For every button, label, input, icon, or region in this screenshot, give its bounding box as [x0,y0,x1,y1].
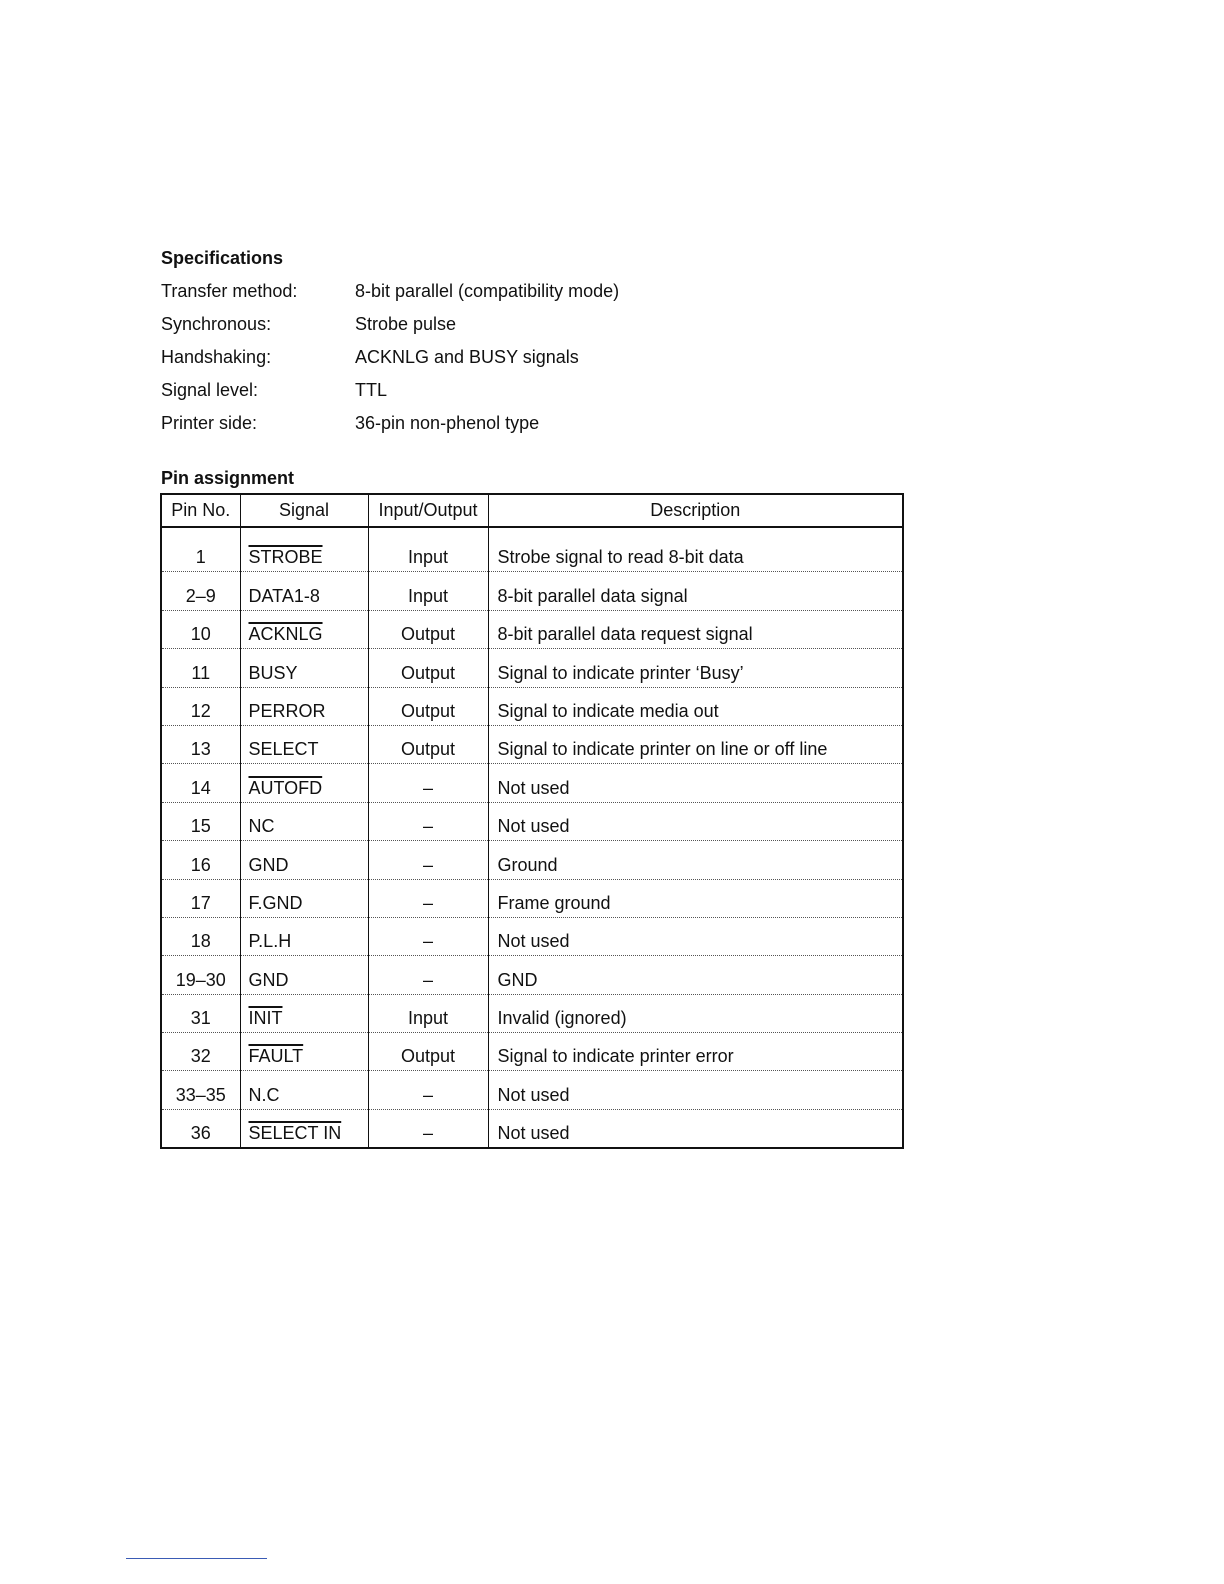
signal-cell-text: STROBE [248,547,323,568]
signal-cell [240,649,368,687]
io-cell [368,994,488,1032]
pin-number-cell [161,572,240,610]
pin-number-cell-text: 33–35 [175,1084,226,1105]
table-row [161,802,903,840]
io-cell-text: Input [407,585,449,606]
io-cell [368,1033,488,1071]
table-row [161,649,903,687]
pin-number-cell [161,802,240,840]
description-cell-text: Invalid (ignored) [497,1008,627,1029]
description-cell-text: Ground [497,854,558,875]
signal-cell-text: P.L.H [248,931,292,952]
column-header-description: Description [488,494,903,527]
description-cell [488,572,903,610]
signal-cell [240,1033,368,1071]
description-cell [488,610,903,648]
pin-number-cell-text: 15 [190,816,211,837]
signal-cell [240,527,368,572]
signal-cell-text: ACKNLG [248,624,323,645]
description-cell [488,956,903,994]
pin-number-cell-text: 36 [190,1123,211,1144]
spec-label: Printer side: [161,413,258,433]
pin-number-cell-text: 31 [190,1008,211,1029]
pin-number-cell-text: 13 [190,739,211,760]
table-row [161,994,903,1032]
pin-assignment-table [160,493,904,1149]
pin-assignment-heading: Pin assignment [161,468,295,488]
signal-cell [240,687,368,725]
io-cell-text: – [422,892,433,913]
description-cell [488,879,903,917]
table-header [161,494,903,527]
signal-cell-text: SELECT IN [248,1123,342,1144]
io-cell-text: Input [407,547,449,568]
description-cell-text: Not used [497,816,570,837]
io-cell-text: – [422,931,433,952]
description-cell [488,802,903,840]
table-row [161,572,903,610]
spec-value: 8-bit parallel (compatibility mode) [355,281,620,301]
description-cell-text: Not used [497,1123,570,1144]
io-cell [368,802,488,840]
pin-number-cell [161,764,240,802]
description-cell [488,527,903,572]
pin-number-cell [161,1109,240,1148]
description-cell-text: Signal to indicate media out [497,700,719,721]
description-cell-text: Signal to indicate printer ‘Busy’ [497,662,744,683]
io-cell-text: – [422,1123,433,1144]
signal-cell-text: BUSY [248,662,298,683]
spec-value: Strobe pulse [355,314,457,334]
signal-cell [240,1109,368,1148]
description-cell [488,764,903,802]
pin-number-cell-text: 12 [190,700,211,721]
table-row [161,841,903,879]
io-cell [368,1071,488,1109]
table-row [161,725,903,763]
spec-label: Handshaking: [161,347,272,367]
pin-number-cell [161,687,240,725]
description-cell [488,725,903,763]
description-cell-text: 8-bit parallel data request signal [497,624,753,645]
io-cell-text: Output [400,662,456,683]
io-cell [368,1109,488,1148]
spec-row [161,412,861,445]
table-row [161,1071,903,1109]
io-cell [368,879,488,917]
io-cell-text: – [422,816,433,837]
io-cell-text: – [422,1084,433,1105]
pin-number-cell [161,956,240,994]
io-cell [368,956,488,994]
pin-number-cell-text: 10 [190,624,211,645]
pin-number-cell-text: 1 [195,547,206,568]
table-row [161,687,903,725]
description-cell [488,687,903,725]
description-cell-text: Strobe signal to read 8-bit data [497,547,744,568]
spec-row [161,346,861,379]
io-cell-text: Output [400,624,456,645]
pin-number-cell [161,610,240,648]
spec-label: Synchronous: [161,314,272,334]
signal-cell-text: INIT [248,1008,283,1029]
io-cell-text: Output [400,739,456,760]
signal-cell [240,994,368,1032]
description-cell-text: Not used [497,777,570,798]
io-cell [368,572,488,610]
pin-number-cell-text: 19–30 [175,969,226,990]
description-cell-text: 8-bit parallel data signal [497,585,688,606]
specifications-heading: Specifications [161,248,284,268]
description-cell-text: Frame ground [497,892,611,913]
signal-cell [240,841,368,879]
signal-cell-text: GND [248,969,289,990]
pin-number-cell-text: 17 [190,892,211,913]
column-header-signal: Signal [240,494,368,527]
signal-cell-text: F.GND [248,892,303,913]
spec-value: TTL [355,380,388,400]
description-cell-text: Not used [497,1084,570,1105]
pin-number-cell-text: 14 [190,777,211,798]
io-cell [368,610,488,648]
spec-row [161,280,861,313]
signal-cell-text: NC [248,816,275,837]
signal-cell-text: AUTOFD [248,777,323,798]
description-cell [488,649,903,687]
description-cell-text: GND [497,969,538,990]
pin-number-cell [161,649,240,687]
description-cell [488,917,903,955]
pin-number-cell [161,527,240,572]
pin-number-cell [161,725,240,763]
description-cell-text: Signal to indicate printer on line or off line [497,739,828,760]
pin-number-cell-text: 18 [190,931,211,952]
spec-label: Transfer method: [161,281,298,301]
signal-cell [240,610,368,648]
signal-cell-text: GND [248,854,289,875]
column-header-pin: Pin No. [161,494,240,527]
io-cell [368,725,488,763]
io-cell [368,649,488,687]
io-cell-text: – [422,854,433,875]
signal-cell [240,1071,368,1109]
pin-number-cell-text: 16 [190,854,211,875]
table-body [161,527,903,1148]
pin-number-cell [161,917,240,955]
signal-cell [240,725,368,763]
table-row [161,527,903,572]
signal-cell-text: N.C [248,1084,280,1105]
pin-number-cell-text: 11 [191,662,211,683]
table-row [161,917,903,955]
description-cell [488,841,903,879]
signal-cell-text: DATA1-8 [248,585,320,606]
description-cell [488,1071,903,1109]
pin-number-cell [161,841,240,879]
io-cell-text: Input [407,1008,449,1029]
description-cell-text: Signal to indicate printer error [497,1046,734,1067]
spec-label: Signal level: [161,380,259,400]
specifications-list [161,280,861,445]
signal-cell-text: SELECT [248,739,319,760]
io-cell [368,841,488,879]
io-cell-text: – [422,969,433,990]
table-row [161,879,903,917]
pin-number-cell-text: 2–9 [185,585,216,606]
signal-cell [240,802,368,840]
io-cell [368,764,488,802]
table-row [161,1109,903,1148]
spec-value: 36-pin non-phenol type [355,413,540,433]
pin-number-cell [161,1033,240,1071]
table-row [161,956,903,994]
table-row [161,610,903,648]
description-cell [488,994,903,1032]
spec-value: ACKNLG and BUSY signals [355,347,579,367]
table-row [161,764,903,802]
signal-cell-text: PERROR [248,700,326,721]
spec-row [161,313,861,346]
signal-cell [240,572,368,610]
description-cell [488,1109,903,1148]
io-cell [368,917,488,955]
signal-cell [240,764,368,802]
signal-cell-text: FAULT [248,1046,304,1067]
description-cell-text: Not used [497,931,570,952]
signal-cell [240,917,368,955]
io-cell-text: Output [400,1046,456,1067]
spec-row [161,379,861,412]
header-row [161,494,903,527]
signal-cell [240,956,368,994]
io-cell-text: Output [400,700,456,721]
pin-number-cell [161,1071,240,1109]
pin-number-cell-text: 32 [190,1046,211,1067]
description-cell [488,1033,903,1071]
pin-number-cell [161,879,240,917]
io-cell [368,687,488,725]
column-header-io: Input/Output [368,494,488,527]
io-cell [368,527,488,572]
footer-rule [126,1558,267,1559]
io-cell-text: – [422,777,433,798]
pin-number-cell [161,994,240,1032]
table-row [161,1033,903,1071]
signal-cell [240,879,368,917]
